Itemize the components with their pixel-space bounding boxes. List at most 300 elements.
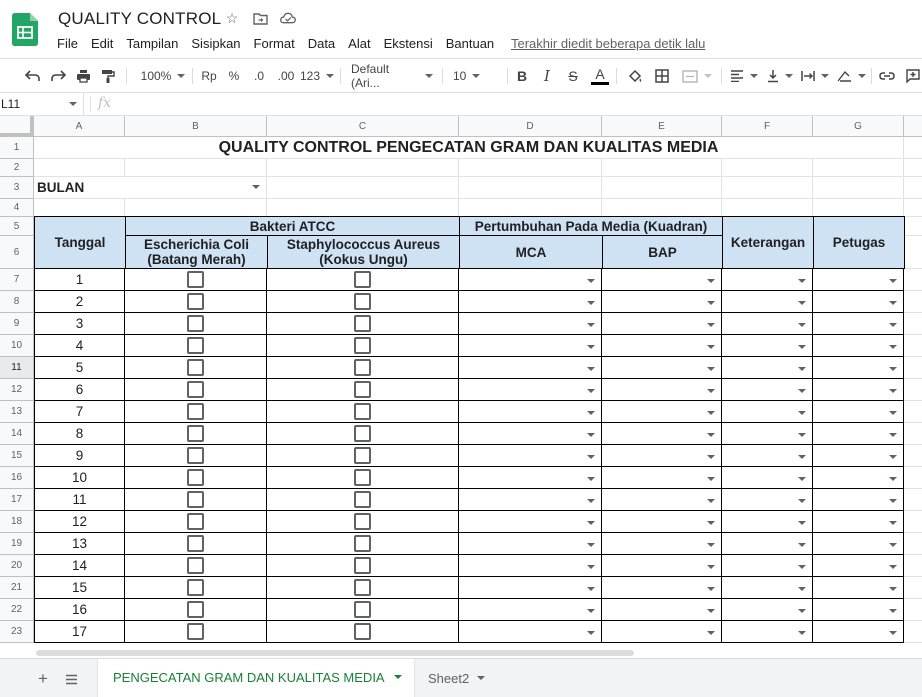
date-cell[interactable]: 15 [34,577,125,599]
staph-checkbox[interactable] [354,381,371,398]
mca-dropdown[interactable] [459,379,602,401]
date-cell[interactable]: 3 [34,313,125,335]
chevron-down-icon[interactable] [889,323,897,327]
row-header[interactable]: 9 [0,313,34,335]
grid-cell[interactable] [602,159,722,177]
undo-icon[interactable] [22,59,42,93]
header-tanggal[interactable]: Tanggal [34,216,126,269]
add-sheet-icon[interactable]: + [38,669,48,688]
petugas-dropdown[interactable] [813,401,904,423]
petugas-dropdown[interactable] [813,445,904,467]
chevron-down-icon[interactable] [889,411,897,415]
row-header[interactable]: 2 [0,159,34,177]
column-header[interactable]: G [813,116,904,137]
bap-dropdown[interactable] [602,291,722,313]
date-cell[interactable]: 11 [34,489,125,511]
keterangan-dropdown[interactable] [722,621,813,643]
mca-dropdown[interactable] [459,423,602,445]
grid-cell[interactable] [813,199,904,217]
grid-cell[interactable] [602,199,722,217]
ecoli-checkbox[interactable] [187,271,204,288]
row-header[interactable]: 18 [0,511,34,533]
grid-cell[interactable] [904,177,922,199]
chevron-down-icon[interactable] [587,389,595,393]
ecoli-checkbox[interactable] [187,469,204,486]
bap-dropdown[interactable] [602,335,722,357]
chevron-down-icon[interactable] [889,521,897,525]
keterangan-dropdown[interactable] [722,401,813,423]
increase-decimal-button[interactable]: .00 [277,69,295,83]
bap-dropdown[interactable] [602,621,722,643]
chevron-down-icon[interactable] [587,631,595,635]
menu-data[interactable]: Data [307,36,336,51]
chevron-down-icon[interactable] [798,565,806,569]
header-bakteri-atcc[interactable]: Bakteri ATCC [125,216,460,236]
chevron-down-icon[interactable] [889,499,897,503]
ecoli-checkbox[interactable] [187,623,204,640]
staph-checkbox[interactable] [354,315,371,332]
grid-cell[interactable] [904,489,922,511]
chevron-down-icon[interactable] [587,411,595,415]
staph-checkbox[interactable] [354,293,371,310]
staph-checkbox[interactable] [354,513,371,530]
petugas-dropdown[interactable] [813,423,904,445]
petugas-dropdown[interactable] [813,533,904,555]
bap-dropdown[interactable] [602,269,722,291]
chevron-down-icon[interactable] [889,477,897,481]
chevron-down-icon[interactable] [587,499,595,503]
ecoli-checkbox[interactable] [187,447,204,464]
grid-cell[interactable] [722,177,813,199]
ecoli-checkbox[interactable] [187,513,204,530]
petugas-dropdown[interactable] [813,555,904,577]
mca-dropdown[interactable] [459,357,602,379]
staph-checkbox[interactable] [354,271,371,288]
chevron-down-icon[interactable] [798,477,806,481]
chevron-down-icon[interactable] [798,389,806,393]
chevron-down-icon[interactable] [889,455,897,459]
sheet-title[interactable]: QUALITY CONTROL PENGECATAN GRAM DAN KUALITAS MEDIA [34,137,904,159]
chevron-down-icon[interactable] [587,565,595,569]
fill-color-icon[interactable] [626,59,644,93]
mca-dropdown[interactable] [459,621,602,643]
grid-cell[interactable] [904,335,922,357]
chevron-down-icon[interactable] [707,301,715,305]
chevron-down-icon[interactable] [707,521,715,525]
formula-input[interactable] [124,93,914,115]
grid-cell[interactable] [904,236,922,269]
grid-cell[interactable] [904,533,922,555]
redo-icon[interactable] [48,59,68,93]
petugas-dropdown[interactable] [813,599,904,621]
keterangan-dropdown[interactable] [722,313,813,335]
grid-cell[interactable] [904,269,922,291]
bap-dropdown[interactable] [602,599,722,621]
date-cell[interactable]: 9 [34,445,125,467]
bap-dropdown[interactable] [602,401,722,423]
chevron-down-icon[interactable] [889,433,897,437]
date-cell[interactable]: 10 [34,467,125,489]
chevron-down-icon[interactable] [707,631,715,635]
row-header[interactable]: 6 [0,236,34,269]
chevron-down-icon[interactable] [798,411,806,415]
grid-cell[interactable] [904,577,922,599]
cloud-status-icon[interactable] [280,10,296,26]
chevron-down-icon[interactable] [889,345,897,349]
petugas-dropdown[interactable] [813,313,904,335]
grid-cell[interactable] [904,467,922,489]
header-escherichia-coli[interactable]: Escherichia Coli (Batang Merah) [125,235,268,269]
chevron-down-icon[interactable] [587,367,595,371]
row-header[interactable]: 7 [0,269,34,291]
chevron-down-icon[interactable] [252,185,260,189]
keterangan-dropdown[interactable] [722,291,813,313]
ecoli-checkbox[interactable] [187,557,204,574]
zoom-select[interactable]: 100% [139,59,187,93]
grid-cell[interactable] [722,199,813,217]
column-header[interactable]: D [459,116,602,137]
chevron-down-icon[interactable] [798,279,806,283]
petugas-dropdown[interactable] [813,269,904,291]
column-header-h[interactable] [904,116,922,137]
grid-cell[interactable] [459,177,602,199]
keterangan-dropdown[interactable] [722,555,813,577]
staph-checkbox[interactable] [354,557,371,574]
chevron-down-icon[interactable] [587,433,595,437]
ecoli-checkbox[interactable] [187,359,204,376]
staph-checkbox[interactable] [354,469,371,486]
scrollbar-thumb[interactable] [36,650,634,656]
bap-dropdown[interactable] [602,313,722,335]
menu-insert[interactable]: Sisipkan [191,36,241,51]
ecoli-checkbox[interactable] [187,403,204,420]
more-formats-button[interactable]: 123 [301,59,333,93]
chevron-down-icon[interactable] [798,499,806,503]
borders-icon[interactable] [653,59,671,93]
chevron-down-icon[interactable] [587,521,595,525]
merge-cells-icon[interactable] [680,59,714,93]
row-header[interactable]: 8 [0,291,34,313]
chevron-down-icon[interactable] [587,279,595,283]
keterangan-dropdown[interactable] [722,269,813,291]
mca-dropdown[interactable] [459,445,602,467]
keterangan-dropdown[interactable] [722,357,813,379]
select-all-corner[interactable] [0,116,34,137]
chevron-down-icon[interactable] [707,477,715,481]
last-edit-link[interactable]: Terakhir diedit beberapa detik lalu [511,36,706,51]
row-header[interactable]: 21 [0,577,34,599]
grid-cell[interactable] [904,357,922,379]
column-header[interactable]: F [722,116,813,137]
keterangan-dropdown[interactable] [722,511,813,533]
chevron-down-icon[interactable] [394,675,402,679]
header-petugas[interactable]: Petugas [813,216,905,269]
keterangan-dropdown[interactable] [722,335,813,357]
grid-cell[interactable] [602,177,722,199]
chevron-down-icon[interactable] [889,301,897,305]
staph-checkbox[interactable] [354,403,371,420]
horizontal-align-icon[interactable] [729,59,759,93]
row-header[interactable]: 23 [0,621,34,643]
chevron-down-icon[interactable] [587,323,595,327]
menu-view[interactable]: Tampilan [126,36,179,51]
grid-cell[interactable] [904,379,922,401]
chevron-down-icon[interactable] [707,279,715,283]
mca-dropdown[interactable] [459,599,602,621]
staph-checkbox[interactable] [354,447,371,464]
chevron-down-icon[interactable] [798,543,806,547]
vertical-align-icon[interactable] [765,59,795,93]
horizontal-scrollbar[interactable] [34,648,922,658]
date-cell[interactable]: 6 [34,379,125,401]
row-header[interactable]: 15 [0,445,34,467]
text-rotation-icon[interactable] [835,59,867,93]
chevron-down-icon[interactable] [889,543,897,547]
bap-dropdown[interactable] [602,379,722,401]
date-cell[interactable]: 7 [34,401,125,423]
keterangan-dropdown[interactable] [722,599,813,621]
header-staphylococcus-aureus[interactable]: Staphylococcus Aureus (Kokus Ungu) [267,235,460,269]
ecoli-checkbox[interactable] [187,425,204,442]
ecoli-checkbox[interactable] [187,491,204,508]
grid-cell[interactable] [267,159,459,177]
all-sheets-icon[interactable] [61,669,81,689]
grid-cell[interactable] [904,511,922,533]
column-header[interactable]: C [267,116,459,137]
chevron-down-icon[interactable] [889,279,897,283]
row-header[interactable]: 20 [0,555,34,577]
grid-cell[interactable] [904,159,922,177]
ecoli-checkbox[interactable] [187,381,204,398]
chevron-down-icon[interactable] [707,345,715,349]
move-folder-icon[interactable] [252,10,268,26]
chevron-down-icon[interactable] [798,345,806,349]
strikethrough-button[interactable]: S [568,68,578,84]
bap-dropdown[interactable] [602,555,722,577]
chevron-down-icon[interactable] [477,676,485,680]
row-header[interactable]: 3 [0,177,34,199]
font-family-select[interactable]: Default (Ari... [351,59,433,93]
keterangan-dropdown[interactable] [722,423,813,445]
mca-dropdown[interactable] [459,489,602,511]
keterangan-dropdown[interactable] [722,577,813,599]
header-mca[interactable]: MCA [459,235,603,269]
date-cell[interactable]: 8 [34,423,125,445]
chevron-down-icon[interactable] [587,587,595,591]
chevron-down-icon[interactable] [587,455,595,459]
date-cell[interactable]: 13 [34,533,125,555]
grid-cell[interactable] [34,199,125,217]
menu-tools[interactable]: Alat [348,36,371,51]
grid-cell[interactable] [125,159,267,177]
menu-help[interactable]: Bantuan [445,36,495,51]
paint-format-icon[interactable] [98,59,118,93]
chevron-down-icon[interactable] [798,455,806,459]
document-title[interactable]: QUALITY CONTROL [58,9,222,28]
grid-cell[interactable] [904,555,922,577]
chevron-down-icon[interactable] [587,301,595,305]
chevron-down-icon[interactable] [798,587,806,591]
chevron-down-icon[interactable] [707,499,715,503]
row-header[interactable]: 11 [0,357,34,379]
currency-format-button[interactable]: Rp [201,69,217,83]
row-header[interactable]: 12 [0,379,34,401]
grid-cell[interactable] [34,159,125,177]
petugas-dropdown[interactable] [813,577,904,599]
row-header[interactable]: 1 [0,137,34,159]
menu-format[interactable]: Format [253,36,295,51]
ecoli-checkbox[interactable] [187,579,204,596]
name-box[interactable] [0,93,84,115]
chevron-down-icon[interactable] [889,587,897,591]
mca-dropdown[interactable] [459,577,602,599]
petugas-dropdown[interactable] [813,511,904,533]
column-header[interactable]: E [602,116,722,137]
percent-format-button[interactable]: % [228,69,240,83]
mca-dropdown[interactable] [459,291,602,313]
grid-cell[interactable] [904,621,922,643]
keterangan-dropdown[interactable] [722,445,813,467]
mca-dropdown[interactable] [459,401,602,423]
row-header[interactable]: 13 [0,401,34,423]
menu-edit[interactable]: Edit [90,36,114,51]
ecoli-checkbox[interactable] [187,337,204,354]
chevron-down-icon[interactable] [707,455,715,459]
chevron-down-icon[interactable] [798,301,806,305]
chevron-down-icon[interactable] [798,433,806,437]
staph-checkbox[interactable] [354,425,371,442]
staph-checkbox[interactable] [354,535,371,552]
row-header[interactable]: 10 [0,335,34,357]
ecoli-checkbox[interactable] [187,315,204,332]
decrease-decimal-button[interactable]: .0 [253,69,264,83]
chevron-down-icon[interactable] [707,367,715,371]
staph-checkbox[interactable] [354,579,371,596]
chevron-down-icon[interactable] [798,521,806,525]
row-header[interactable]: 16 [0,467,34,489]
chevron-down-icon[interactable] [587,543,595,547]
petugas-dropdown[interactable] [813,467,904,489]
grid-cell[interactable] [904,313,922,335]
mca-dropdown[interactable] [459,467,602,489]
chevron-down-icon[interactable] [587,345,595,349]
petugas-dropdown[interactable] [813,379,904,401]
italic-button[interactable]: I [544,67,550,85]
chevron-down-icon[interactable] [707,389,715,393]
mca-dropdown[interactable] [459,533,602,555]
chevron-down-icon[interactable] [707,609,715,613]
date-cell[interactable]: 14 [34,555,125,577]
grid-cell[interactable] [459,159,602,177]
grid-cell[interactable] [459,199,602,217]
ecoli-checkbox[interactable] [187,535,204,552]
bap-dropdown[interactable] [602,445,722,467]
grid-cell[interactable] [125,199,267,217]
row-header[interactable]: 4 [0,199,34,217]
column-header[interactable]: B [125,116,267,137]
print-icon[interactable] [73,59,93,93]
grid-cell[interactable] [904,445,922,467]
grid-cell[interactable] [904,137,922,159]
petugas-dropdown[interactable] [813,335,904,357]
chevron-down-icon[interactable] [707,433,715,437]
date-cell[interactable]: 16 [34,599,125,621]
chevron-down-icon[interactable] [707,411,715,415]
staph-checkbox[interactable] [354,601,371,618]
date-cell[interactable]: 12 [34,511,125,533]
chevron-down-icon[interactable] [798,631,806,635]
month-select[interactable] [34,177,267,199]
grid-cell[interactable] [813,177,904,199]
mca-dropdown[interactable] [459,555,602,577]
bap-dropdown[interactable] [602,533,722,555]
grid-cell[interactable] [904,291,922,313]
grid-cell[interactable] [904,199,922,217]
ecoli-checkbox[interactable] [187,601,204,618]
chevron-down-icon[interactable] [889,565,897,569]
row-header[interactable]: 17 [0,489,34,511]
bap-dropdown[interactable] [602,467,722,489]
date-cell[interactable]: 4 [34,335,125,357]
keterangan-dropdown[interactable] [722,533,813,555]
chevron-down-icon[interactable] [889,389,897,393]
sheets-logo-icon[interactable] [12,13,38,46]
chevron-down-icon[interactable] [587,477,595,481]
sheet-tab[interactable] [414,659,485,697]
grid-cell[interactable] [904,599,922,621]
petugas-dropdown[interactable] [813,291,904,313]
keterangan-dropdown[interactable] [722,489,813,511]
font-size-select[interactable]: 10 [453,59,499,93]
bap-dropdown[interactable] [602,423,722,445]
chevron-down-icon[interactable] [707,587,715,591]
insert-comment-icon[interactable] [904,59,922,93]
staph-checkbox[interactable] [354,491,371,508]
menu-file[interactable]: File [57,36,78,51]
date-cell[interactable]: 5 [34,357,125,379]
grid-cell[interactable] [267,199,459,217]
staph-checkbox[interactable] [354,359,371,376]
chevron-down-icon[interactable] [798,323,806,327]
petugas-dropdown[interactable] [813,621,904,643]
chevron-down-icon[interactable] [798,367,806,371]
chevron-down-icon[interactable] [707,543,715,547]
grid-cell[interactable] [722,159,813,177]
chevron-down-icon[interactable] [798,609,806,613]
chevron-down-icon[interactable] [707,565,715,569]
staph-checkbox[interactable] [354,337,371,354]
bold-button[interactable]: B [516,68,528,84]
sheet-tab-active[interactable] [98,659,414,697]
bap-dropdown[interactable] [602,577,722,599]
date-cell[interactable]: 2 [34,291,125,313]
mca-dropdown[interactable] [459,335,602,357]
keterangan-dropdown[interactable] [722,379,813,401]
chevron-down-icon[interactable] [707,323,715,327]
petugas-dropdown[interactable] [813,357,904,379]
mca-dropdown[interactable] [459,269,602,291]
grid-cell[interactable] [904,217,922,236]
grid-cell[interactable] [904,423,922,445]
date-cell[interactable]: 1 [34,269,125,291]
insert-link-icon[interactable] [878,59,896,93]
chevron-down-icon[interactable] [889,609,897,613]
mca-dropdown[interactable] [459,511,602,533]
row-header[interactable]: 22 [0,599,34,621]
header-keterangan[interactable]: Keterangan [722,216,814,269]
bap-dropdown[interactable] [602,357,722,379]
keterangan-dropdown[interactable] [722,467,813,489]
